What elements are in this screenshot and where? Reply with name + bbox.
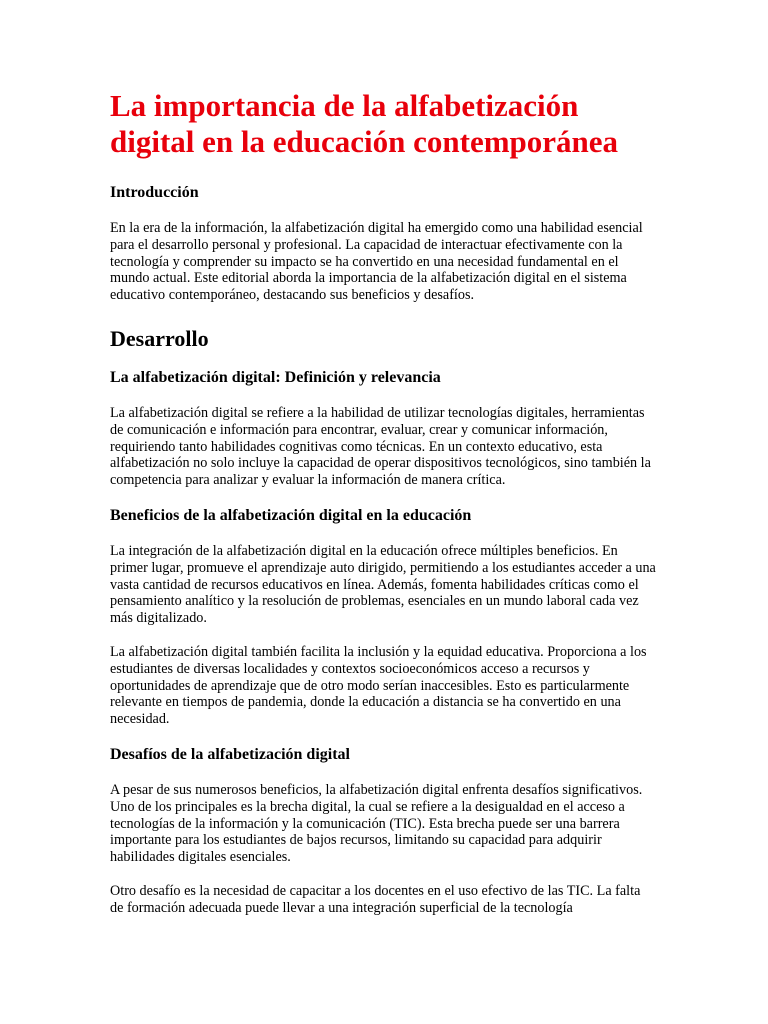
definition-heading: La alfabetización digital: Definición y relevancia (110, 368, 441, 386)
benefits-heading: Beneficios de la alfabetización digital en la educación (110, 506, 472, 524)
benefits-paragraph-2: La alfabetización digital también facilita la inclusión y la equidad educativa. Proporciona a los estudiantes de diversas localidades y contextos socioeconómicos acceso a recursos y oportunidades de aprendizaje que de otro modo serían inaccesibles. Esto es particularmente relevante en tiempos de pandemia, donde la educación a distancia se ha convertido en una necesidad. (110, 643, 647, 728)
benefits-paragraph-1: La integración de la alfabetización digital en la educación ofrece múltiples beneficios. En primer lugar, promueve el aprendizaje auto dirigido, permitiendo a los estudiantes acceder a una vasta cantidad de recursos educativos en línea. Además, fomenta habilidades críticas como el pensamiento analítico y la resolución de problemas, esenciales en un mundo laboral cada vez más digitalizado. (110, 542, 656, 627)
definition-paragraph: La alfabetización digital se refiere a la habilidad de utilizar tecnologías digitales, herramientas de comunicación e información para encontrar, evaluar, crear y comunicar información, requiriendo tanto habilidades cognitivas como técnicas. En un contexto educativo, esta alfabetización no solo incluye la capacidad de operar dispositivos tecnológicos, sino también la competencia para analizar y evaluar la información de manera crítica. (110, 404, 651, 489)
challenges-paragraph-1: A pesar de sus numerosos beneficios, la alfabetización digital enfrenta desafíos significativos. Uno de los principales es la brecha digital, la cual se refiere a la desigualdad en el acceso a tecnologías de la información y la comunicación (TIC). Esta brecha puede ser una barrera importante para los estudiantes de bajos recursos, limitando su capacidad para adquirir habilidades digitales esenciales. (110, 781, 643, 866)
intro-heading: Introducción (110, 184, 199, 201)
challenges-paragraph-2: Otro desafío es la necesidad de capacitar a los docentes en el uso efectivo de las TIC. La falta de formación adecuada puede llevar a una integración superficial de la tecnología (110, 882, 641, 916)
intro-paragraph: En la era de la información, la alfabetización digital ha emergido como una habilidad esencial para el desarrollo personal y profesional. La capacidad de interactuar efectivamente con la tecnología y comprender su impacto se ha convertido en una necesidad fundamental en el mundo actual. Este editorial aborda la importancia de la alfabetización digital en el sistema educativo contemporáneo, destacando sus beneficios y desafíos. (110, 220, 643, 304)
challenges-heading: Desafíos de la alfabetización digital (110, 745, 350, 763)
document-title: La importancia de la alfabetización digital en la educación contemporánea (110, 88, 619, 159)
development-heading: Desarrollo (110, 325, 209, 351)
